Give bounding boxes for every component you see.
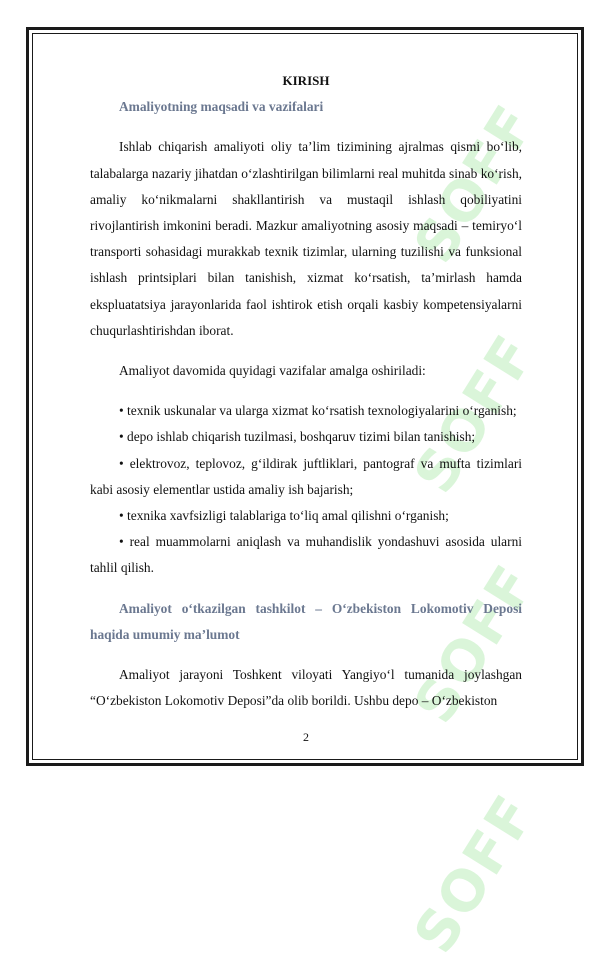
list-item: • elektrovoz, teplovoz, g‘ildirak juftliklari, pantograf va mufta tizimlari kabi asosiy elementlar ustida amaliy ish bajarish; — [90, 455, 522, 497]
paragraph-intro: Ishlab chiqarish amaliyoti oliy ta’lim tizimining ajralmas qismi bo‘lib, talabalarga nazariy jihatdan o‘zlashtirilgan bilimlarni real muhitda sinab ko‘rish, amaliy ko‘nikmalarni shakllantirish va mustaqil ishlash qobiliyatini rivojlantirish imkonini beradi. Mazkur amaliyotning asosiy maqsadi – temiryo‘l transporti sohasidagi murakkab texnik tizimlar, ularning tuzilishi va funksional ishlash printsiplari bilan tanishish, xizmat ko‘rsatish, ta’mirlash hamda ekspluatatsiya jarayonlarida faol ishtirok etish orqali kasbiy kompetensiyalarni chuqurlashtirishdan iborat. — [90, 139, 522, 338]
document-body — [90, 60, 522, 714]
list-item: • depo ishlab chiqarish tuzilmasi, boshqaruv tizimi bilan tanishish; — [119, 429, 476, 445]
section-heading-goals: Amaliyotning maqsadi va vazifalari — [119, 99, 324, 115]
watermark-text: SOFF — [402, 323, 549, 505]
watermark-text: SOFF — [402, 93, 549, 275]
page-number: 2 — [303, 730, 309, 744]
list-item: • texnika xavfsizligi talablariga to‘liq amal qilishni o‘rganish; — [119, 508, 449, 524]
section-heading-organization: Amaliyot o‘tkazilgan tashkilot – O‘zbekiston Lokomotiv Deposi haqida umumiy ma’lumot — [90, 600, 522, 642]
list-item: • texnik uskunalar va ularga xizmat ko‘rsatish texnologiyalarini o‘rganish; — [119, 403, 517, 419]
page-title: KIRISH — [282, 73, 330, 88]
paragraph-organization: Amaliyot jarayoni Toshkent viloyati Yangiyo‘l tumanida joylashgan “O‘zbekiston Lokomotiv Deposi”da olib borildi. Ushbu depo – O‘zbekiston — [90, 667, 522, 709]
watermark-text: SOFF — [402, 553, 549, 735]
list-item: • real muammolarni aniqlash va muhandislik yondashuvi asosida ularni tahlil qilish. — [90, 534, 522, 576]
paragraph-tasks-lead: Amaliyot davomida quyidagi vazifalar amalga oshiriladi: — [119, 363, 426, 379]
watermark-text: SOFF — [402, 783, 549, 964]
